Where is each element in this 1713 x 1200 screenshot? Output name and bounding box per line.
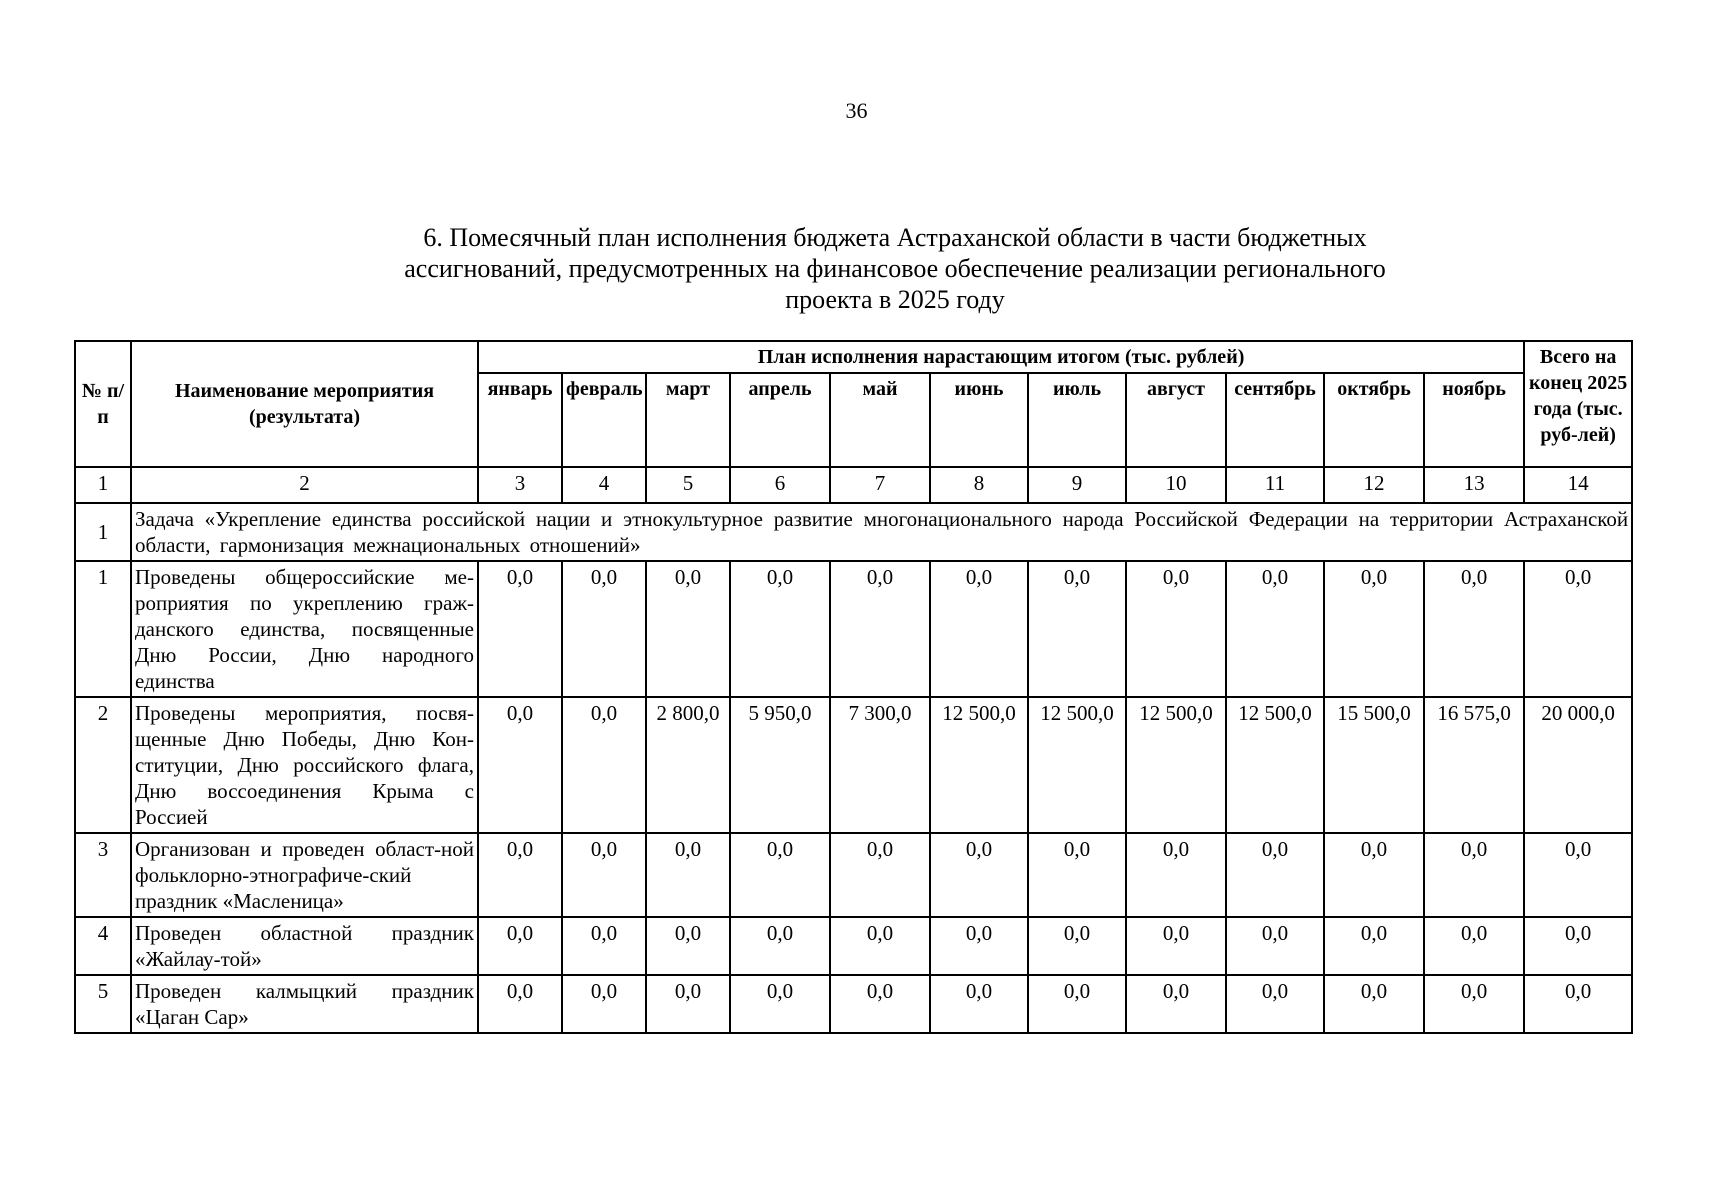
month-value-cell: 0,0: [1324, 561, 1424, 697]
month-value-cell: 0,0: [830, 561, 930, 697]
header-name: Наименование мероприятия (результата): [131, 341, 478, 467]
month-value-cell: 0,0: [830, 833, 930, 917]
row-name: Проведен областной праздник «Жайлау-той»: [131, 917, 478, 975]
month-value-cell: 0,0: [562, 833, 646, 917]
month-value-cell: 7 300,0: [830, 697, 930, 833]
column-number: 14: [1524, 467, 1632, 503]
column-number: 11: [1226, 467, 1324, 503]
month-value-cell: 12 500,0: [1226, 697, 1324, 833]
month-value-cell: 0,0: [1424, 917, 1524, 975]
month-value-cell: 0,0: [1028, 975, 1126, 1033]
month-value-cell: 12 500,0: [1126, 697, 1226, 833]
column-number: 9: [1028, 467, 1126, 503]
column-number: 8: [930, 467, 1028, 503]
total-value-cell: 0,0: [1524, 561, 1632, 697]
month-value-cell: 0,0: [730, 917, 830, 975]
row-name: Проведены мероприятия, посвя-щенные Дню Победы, Дню Кон-ституции, Дню российского флага, Дню воссоединения Крыма с Россией: [131, 697, 478, 833]
month-value-cell: 0,0: [646, 917, 730, 975]
row-name: Проведен калмыцкий праздник «Цаган Сар»: [131, 975, 478, 1033]
table-row: [75, 561, 1632, 697]
header-row: [75, 341, 1632, 373]
total-value-cell: 20 000,0: [1524, 697, 1632, 833]
month-value-cell: 0,0: [646, 833, 730, 917]
month-value-cell: 0,0: [562, 975, 646, 1033]
month-value-cell: 15 500,0: [1324, 697, 1424, 833]
header-month: март: [646, 373, 730, 467]
header-month: май: [830, 373, 930, 467]
budget-plan-table: [74, 340, 1633, 1034]
month-value-cell: 0,0: [562, 697, 646, 833]
header-total: Всего на конец 2025 года (тыс. руб-лей): [1524, 341, 1632, 467]
month-value-cell: 0,0: [1126, 975, 1226, 1033]
month-value-cell: 0,0: [1424, 975, 1524, 1033]
header-month: февраль: [562, 373, 646, 467]
month-value-cell: 0,0: [1226, 833, 1324, 917]
row-index: 3: [75, 833, 131, 917]
month-value-cell: 0,0: [1028, 833, 1126, 917]
title-line: 6. Помесячный план исполнения бюджета Астраханской области в части бюджетных: [423, 223, 1367, 252]
column-number: 5: [646, 467, 730, 503]
header-month: август: [1126, 373, 1226, 467]
month-value-cell: 0,0: [1324, 917, 1424, 975]
month-value-cell: 0,0: [730, 833, 830, 917]
total-value-cell: 0,0: [1524, 975, 1632, 1033]
month-value-cell: 0,0: [1424, 833, 1524, 917]
task-index: 1: [75, 503, 131, 561]
column-number: 6: [730, 467, 830, 503]
month-value-cell: 0,0: [1226, 561, 1324, 697]
row-name: Проведены общероссийские ме-роприятия по укреплению граж-данского единства, посвященные Дню России, Дню народного единства: [131, 561, 478, 697]
row-index: 1: [75, 561, 131, 697]
column-number: 7: [830, 467, 930, 503]
column-number: 10: [1126, 467, 1226, 503]
header-month: апрель: [730, 373, 830, 467]
column-number: 3: [478, 467, 562, 503]
month-value-cell: 0,0: [1126, 561, 1226, 697]
month-value-cell: 5 950,0: [730, 697, 830, 833]
month-value-cell: 0,0: [730, 561, 830, 697]
month-value-cell: 0,0: [478, 697, 562, 833]
month-value-cell: 0,0: [562, 917, 646, 975]
month-value-cell: 0,0: [930, 561, 1028, 697]
header-month: ноябрь: [1424, 373, 1524, 467]
month-value-cell: 0,0: [646, 975, 730, 1033]
month-value-cell: 0,0: [1424, 561, 1524, 697]
total-value-cell: 0,0: [1524, 833, 1632, 917]
column-number: 12: [1324, 467, 1424, 503]
month-value-cell: 0,0: [1126, 917, 1226, 975]
row-name: Организован и проведен област-ной фольклорно-этнографиче-ский праздник «Масленица»: [131, 833, 478, 917]
month-value-cell: 0,0: [478, 561, 562, 697]
column-numbers-row: [75, 467, 1632, 503]
month-value-cell: 0,0: [730, 975, 830, 1033]
header-number: № п/п: [75, 341, 131, 467]
column-number: 4: [562, 467, 646, 503]
header-plan: План исполнения нарастающим итогом (тыс. рублей): [478, 341, 1524, 373]
title-line: ассигнований, предусмотренных на финансовое обеспечение реализации регионального: [404, 254, 1386, 283]
task-text: Задача «Укрепление единства российской нации и этнокультурное развитие многонационального народа Российской Федерации на территории Астраханской области, гармонизация межнациональных отношений»: [131, 503, 1632, 561]
header-month: сентябрь: [1226, 373, 1324, 467]
table-body: [75, 561, 1632, 1033]
table-row: [75, 917, 1632, 975]
month-value-cell: 0,0: [1028, 561, 1126, 697]
header-month: январь: [478, 373, 562, 467]
row-index: 2: [75, 697, 131, 833]
month-value-cell: 0,0: [930, 975, 1028, 1033]
month-value-cell: 0,0: [930, 833, 1028, 917]
month-value-cell: 0,0: [830, 975, 930, 1033]
row-index: 5: [75, 975, 131, 1033]
column-number: 13: [1424, 467, 1524, 503]
column-number: 1: [75, 467, 131, 503]
header-month: октябрь: [1324, 373, 1424, 467]
month-value-cell: 0,0: [1028, 917, 1126, 975]
table-row: [75, 833, 1632, 917]
month-value-cell: 0,0: [830, 917, 930, 975]
month-value-cell: 0,0: [478, 975, 562, 1033]
month-value-cell: 0,0: [478, 917, 562, 975]
month-value-cell: 16 575,0: [1424, 697, 1524, 833]
task-row: [75, 503, 1632, 561]
title-line: проекта в 2025 году: [785, 285, 1005, 314]
header-month: июль: [1028, 373, 1126, 467]
month-value-cell: 0,0: [646, 561, 730, 697]
month-value-cell: 0,0: [1324, 833, 1424, 917]
page-number: 36: [845, 98, 868, 123]
row-index: 4: [75, 917, 131, 975]
header-month: июнь: [930, 373, 1028, 467]
month-value-cell: 0,0: [1226, 975, 1324, 1033]
month-value-cell: 0,0: [1226, 917, 1324, 975]
total-value-cell: 0,0: [1524, 917, 1632, 975]
table-row: [75, 697, 1632, 833]
month-value-cell: 0,0: [1324, 975, 1424, 1033]
month-value-cell: 0,0: [562, 561, 646, 697]
month-value-cell: 12 500,0: [930, 697, 1028, 833]
month-value-cell: 0,0: [1126, 833, 1226, 917]
month-value-cell: 0,0: [930, 917, 1028, 975]
table-row: [75, 975, 1632, 1033]
document-title: [340, 222, 1450, 315]
month-value-cell: 0,0: [478, 833, 562, 917]
column-number: 2: [131, 467, 478, 503]
month-value-cell: 12 500,0: [1028, 697, 1126, 833]
month-value-cell: 2 800,0: [646, 697, 730, 833]
